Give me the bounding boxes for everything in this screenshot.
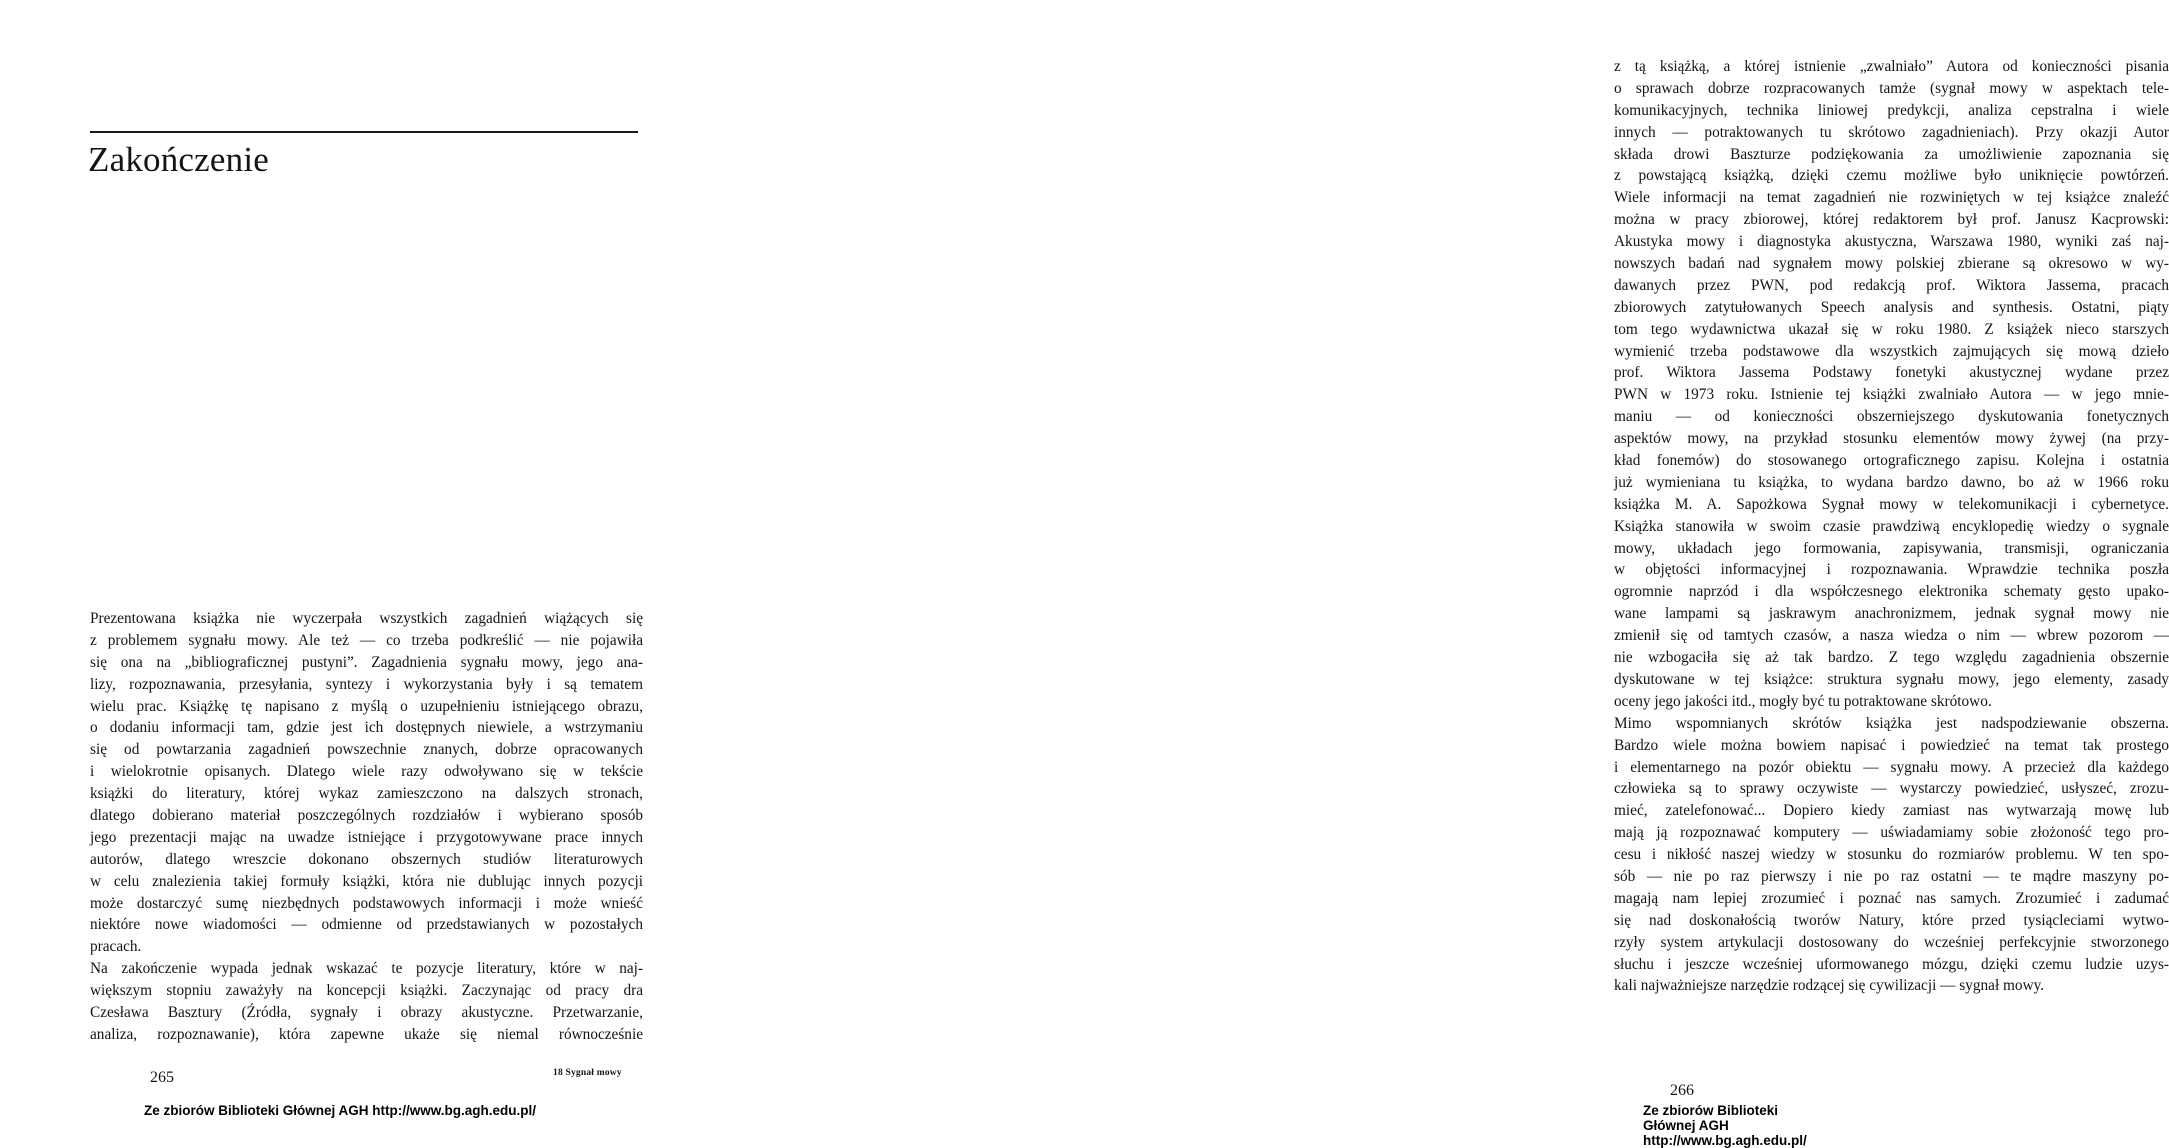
text-line: zbiorowych zatytułowanych Speech analysis and synthesis. Ostatni, piąty	[1614, 298, 2169, 316]
text-line: człowieka są to sprawy oczywiste — wystarczy powiedzieć, usłyszeć, zrozu-	[1614, 780, 2169, 798]
text-line: komunikacyjnych, technika liniowej predykcji, analiza cepstralna i wiele	[1614, 101, 2169, 119]
text-line: o sprawach dobrze rozpracowanych tamże (sygnał mowy w aspektach tele-	[1614, 79, 2169, 97]
text-line: książka M. A. Sapożkowa Sygnał mowy w telekomunikacji i cybernetyce.	[1614, 495, 2169, 513]
text-line: i elementarnego na pozór obiektu — sygnału mowy. A przecież dla każdego	[1614, 758, 2169, 776]
text-line: sób — nie po raz pierwszy i nie po raz ostatni — te mądre maszyny po-	[1614, 867, 2169, 885]
text-line: już wymieniana tu książka, to wydana bardzo dawno, bo aż w 1966 roku	[1614, 473, 2169, 491]
text-line: tom tego wydawnictwa ukazał się w roku 1980. Z książek nieco starszych	[1614, 320, 2169, 338]
chapter-title: Zakończenie	[88, 140, 269, 179]
text-line: się od powtarzania zagadnień powszechnie znanych, dobrze opracowanych	[90, 741, 643, 759]
text-line: książki do literatury, której wykaz zamieszczono na dalszych stronach,	[90, 785, 643, 803]
text-line: się ona na „bibliograficznej pustyni”. Zagadnienia sygnału mowy, jego ana-	[90, 653, 643, 671]
text-line: słuchu i jeszcze wcześniej uformowanego mózgu, dzięki czemu ludzie uzys-	[1614, 955, 2169, 973]
text-line: Akustyka mowy i diagnostyka akustyczna, Warszawa 1980, wyniki zaś naj-	[1614, 233, 2169, 251]
text-line: aspektów mowy, na przykład stosunku elementów mowy żywej (na przy-	[1614, 430, 2169, 448]
page-number-right: 266	[1670, 1082, 1694, 1099]
text-line: z problemem sygnału mowy. Ale też — co trzeba podkreślić — nie pojawiła	[90, 631, 643, 649]
text-line: mają ją rozpoznawać komputery — uświadamiamy sobie złożoność tego pro-	[1614, 824, 2169, 842]
chapter-rule	[90, 131, 638, 133]
text-line: dawanych przez PWN, pod redakcją prof. Wiktora Jassema, pracach	[1614, 276, 2169, 294]
text-line: prof. Wiktora Jassema Podstawy fonetyki akustycznej wydane przez	[1614, 364, 2169, 382]
text-line: rzyły system artykulacji dostosowany do wcześniej perfekcyjnie stworzonego	[1614, 933, 2169, 951]
text-line: wielu prac. Książkę tę napisano z myślą o uzupełnieniu istniejącego obrazu,	[90, 697, 643, 715]
text-line: Bardzo wiele można bowiem napisać i powiedzieć na temat tak prostego	[1614, 736, 2169, 754]
text-line: można w pracy zbiorowej, której redaktorem był prof. Janusz Kacprowski:	[1614, 211, 2169, 229]
right-body-text	[1614, 56, 2169, 997]
text-line: Mimo wspomnianych skrótów książka jest nadspodziewanie obszerna.	[1614, 714, 2169, 732]
footer-left: Ze zbiorów Biblioteki Głównej AGH http://www.bg.agh.edu.pl/	[144, 1103, 536, 1118]
text-line: kład fonemów) do stosowanego ortograficznego zapisu. Kolejna i ostatnia	[1614, 452, 2169, 470]
text-line: zmienił się od tamtych czasów, a nasza wiedza o nim — wbrew pozorom —	[1614, 627, 2169, 645]
text-line: wymienić trzeba podstawowe dla wszystkich zajmujących się mową dzieło	[1614, 342, 2169, 360]
right-page	[750, 0, 2169, 1148]
text-line: nie wzbogaciła się aż tak bardzo. Z tego względu zagadnienia obszernie	[1614, 649, 2169, 667]
text-line: w objętości informacyjnej i rozpoznawania. Wprawdzie technika poszła	[1614, 561, 2169, 579]
text-line: może dostarczyć sumę niezbędnych podstawowych informacji i może wnieść	[90, 894, 643, 912]
text-line: autorów, dlatego wreszcie dokonano obszernych studiów literaturowych	[90, 850, 643, 868]
text-line: nowszych badań nad sygnałem mowy polskiej zbierane są okresowo w wy-	[1614, 255, 2169, 273]
text-line: jego prezentacji mając na uwadze istniejące i przygotowywane prace innych	[90, 828, 643, 846]
text-line: wane lampami są jaskrawym anachronizmem, jednak sygnał mowy nie	[1614, 605, 2169, 623]
text-line: magają nam lepiej zrozumieć i poznać nas samych. Zrozumieć i zadumać	[1614, 889, 2169, 907]
text-line: z powstającą książką, dzięki czemu możliwe było uniknięcie powtórzeń.	[1614, 167, 2169, 185]
text-line: lizy, rozpoznawania, przesyłania, syntezy i wykorzystania były i są tematem	[90, 675, 643, 693]
text-line: Na zakończenie wypada jednak wskazać te pozycje literatury, które w naj-	[90, 960, 643, 978]
text-line: składa drowi Baszturze podziękowania za umożliwienie zapoznania się	[1614, 145, 2169, 163]
text-line: się nad doskonałością tworów Natury, które przed tysiącleciami wytwo-	[1614, 911, 2169, 929]
text-line: Czesława Basztury (Źródła, sygnały i obrazy akustyczne. Przetwarzanie,	[90, 1004, 643, 1022]
text-line: dlatego dobierano materiał poszczególnych rozdziałów i wybierano sposób	[90, 807, 643, 825]
text-line: pracach.	[90, 938, 142, 956]
text-line: Wiele informacji na temat zagadnień nie rozwiniętych w tej książce znaleźć	[1614, 189, 2169, 207]
left-body-text	[90, 608, 643, 1046]
text-line: maniu — od konieczności obszerniejszego dyskutowania fonetycznych	[1614, 408, 2169, 426]
text-line: kali najważniejsze narzędzie rodzącej się cywilizacji — sygnał mowy.	[1614, 977, 2045, 995]
text-line: dyskutowane w tej książce: struktura sygnału mowy, jego elementy, zasady	[1614, 670, 2169, 688]
text-line: Książka stanowiła w swoim czasie prawdziwą encyklopedię wiedzy o sygnale	[1614, 517, 2169, 535]
text-line: mowy, układach jego formowania, zapisywania, transmisji, ograniczania	[1614, 539, 2169, 557]
page-number-left: 265	[150, 1069, 174, 1086]
text-line: analiza, rozpoznawanie), która zapewne ukaże się niemal równocześnie	[90, 1025, 643, 1043]
text-line: innych — potraktowanych tu skrótowo zagadnieniach). Przy okazji Autor	[1614, 123, 2169, 141]
text-line: w celu znalezienia takiej formuły książki, która nie dublując innych pozycji	[90, 872, 643, 890]
text-line: oceny jego jakości itd., mogły być tu potraktowane skrótowo.	[1614, 692, 1992, 710]
text-line: z tą książką, a której istnienie „zwalniało” Autora od konieczności pisania	[1614, 58, 2169, 75]
text-line: PWN w 1973 roku. Istnienie tej książki zwalniało Autora — w jego mnie-	[1614, 386, 2169, 404]
footer-right: Ze zbiorów Biblioteki Głównej AGH http://www.bg.agh.edu.pl/	[1643, 1103, 1807, 1148]
text-line: i wielokrotnie opisanych. Dlatego wiele razy odwoływano się w tekście	[90, 763, 643, 781]
signature-mark: 18 Sygnał mowy	[553, 1068, 622, 1078]
left-page	[0, 0, 750, 1128]
text-line: o dodaniu informacji tam, gdzie jest ich dostępnych niewiele, a wstrzymaniu	[90, 719, 643, 737]
text-line: cesu i nikłość naszej wiedzy w stosunku do rozmiarów problemu. W ten spo-	[1614, 846, 2169, 864]
text-line: mieć, zatelefonować... Dopiero kiedy zamiast nas wytwarzają mowę lub	[1614, 802, 2169, 820]
text-line: Prezentowana książka nie wyczerpała wszystkich zagadnień wiążących się	[90, 610, 643, 627]
text-line: ogromnie naprzód i dla współczesnego elektronika schematy gęsto upako-	[1614, 583, 2169, 601]
text-line: niektóre nowe wiadomości — odmienne od przedstawianych w pozostałych	[90, 916, 643, 934]
text-line: większym stopniu zaważyły na koncepcji książki. Zaczynając od pracy dra	[90, 982, 643, 1000]
